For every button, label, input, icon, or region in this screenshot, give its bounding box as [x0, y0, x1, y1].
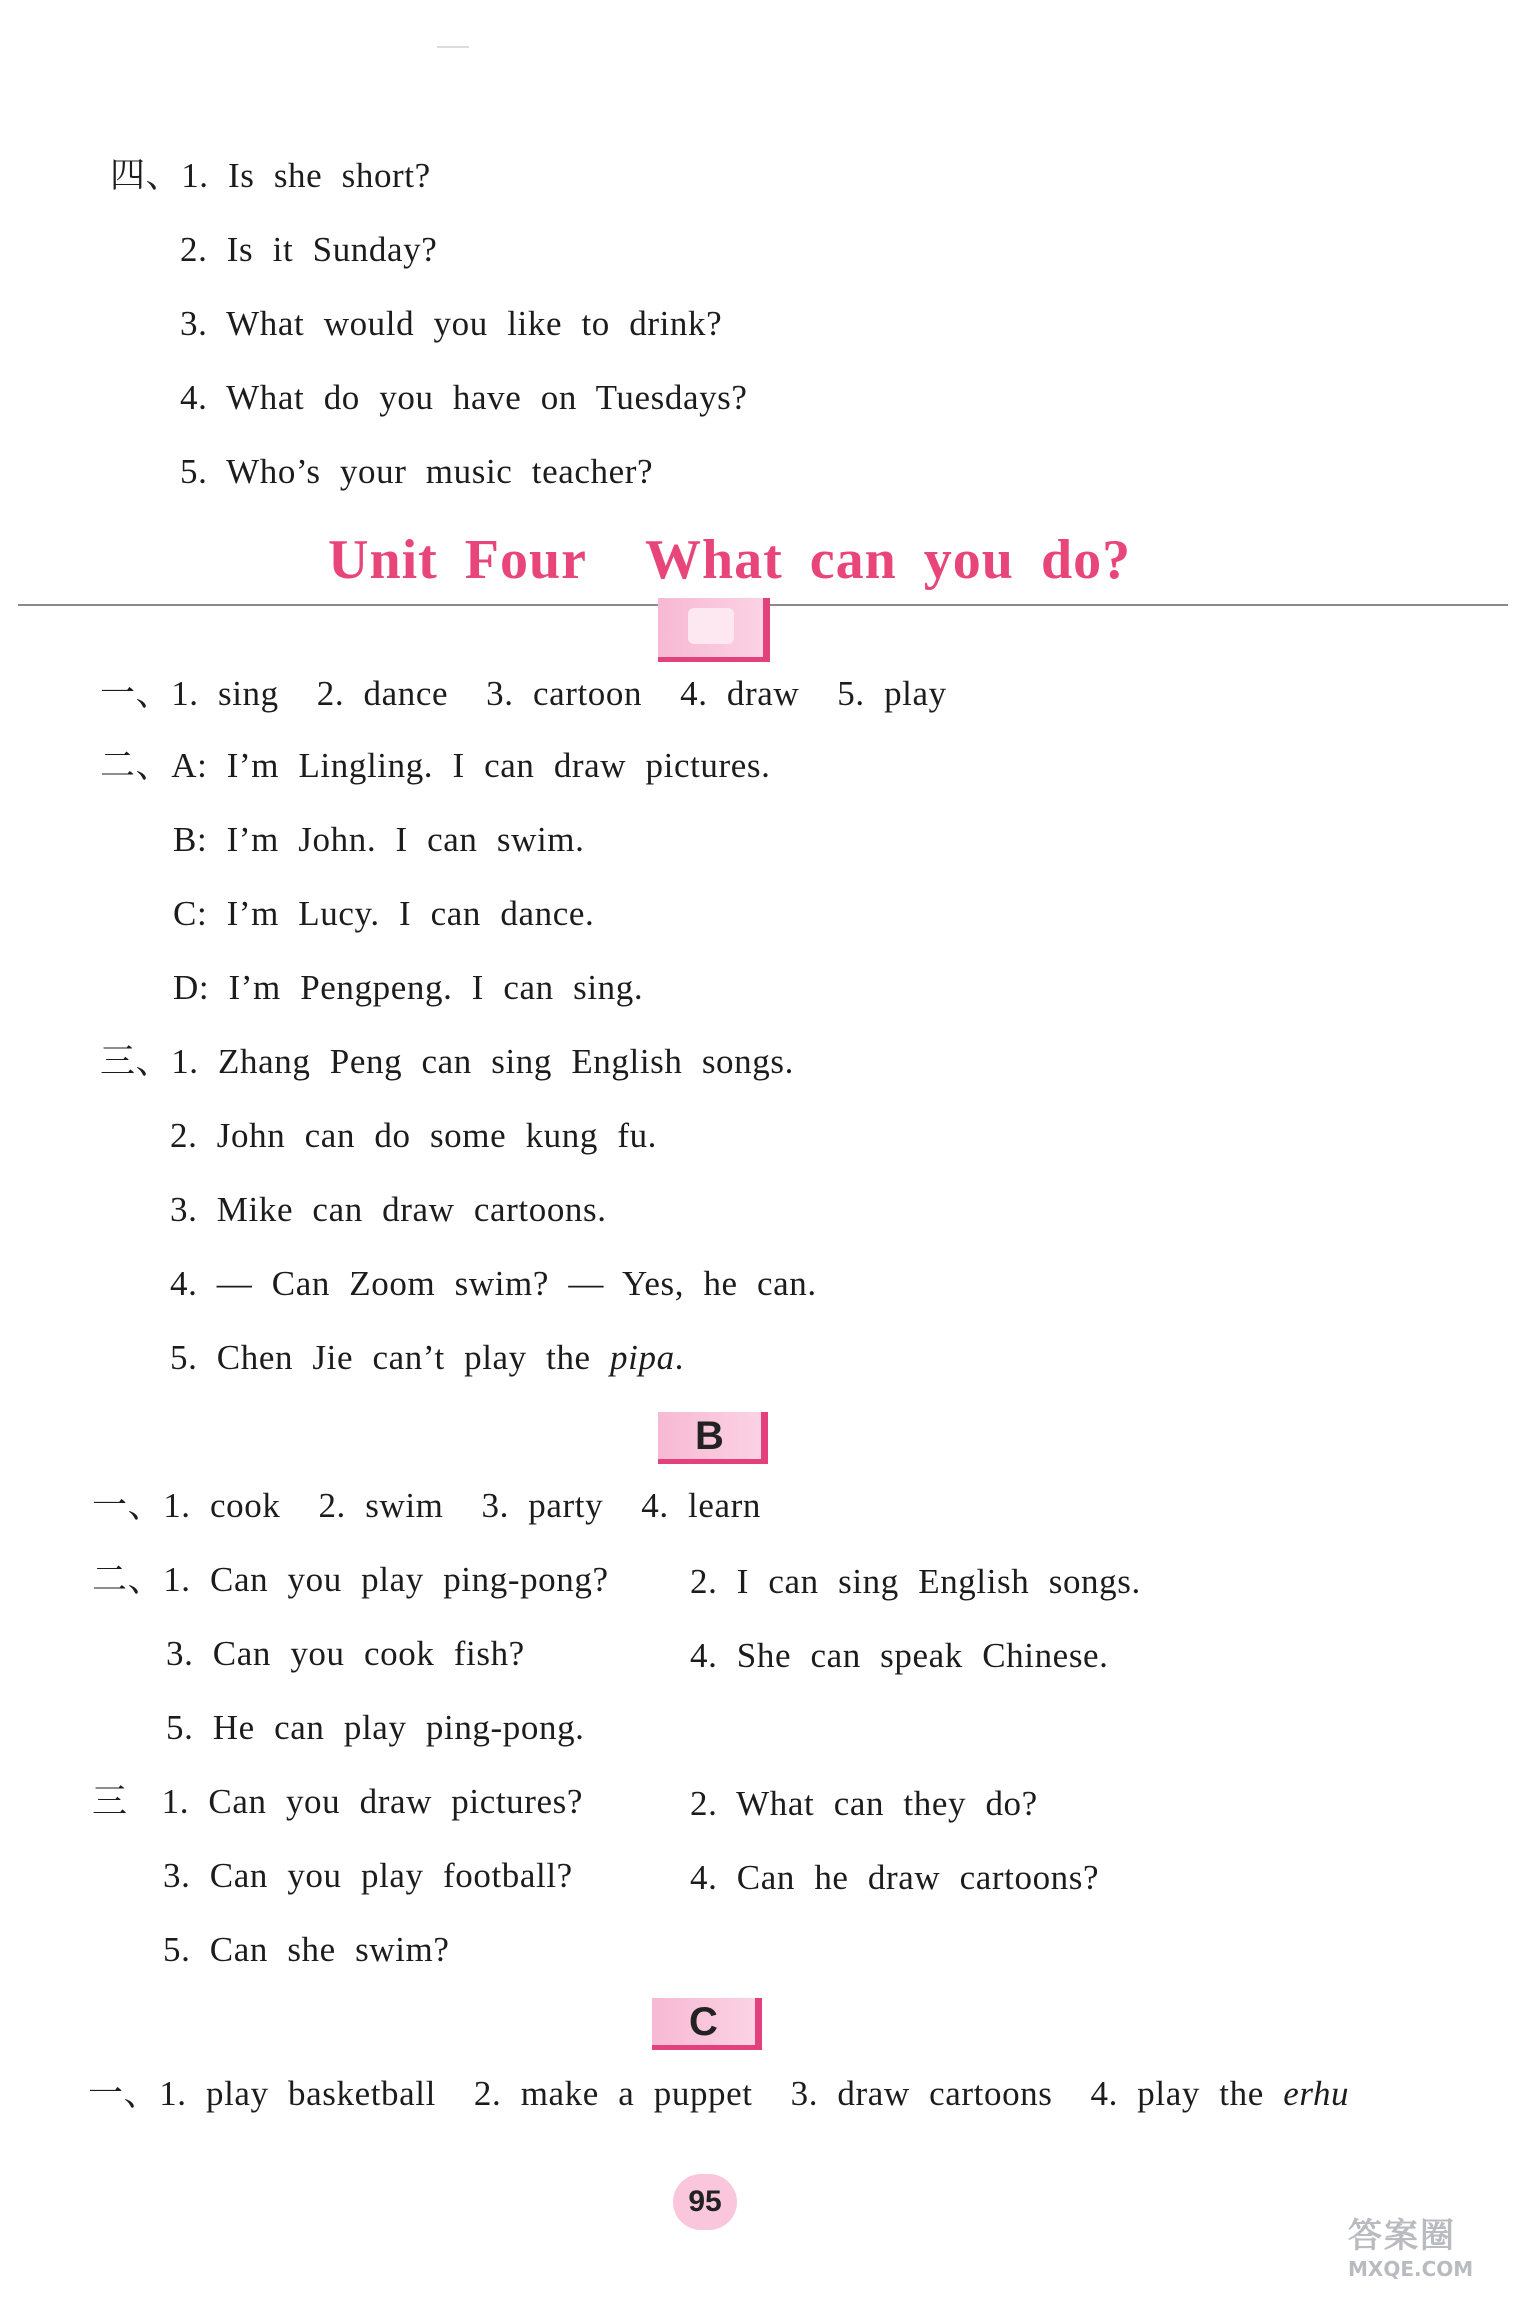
- b-q3-row-2: 3. Can you play football?: [163, 1856, 573, 1895]
- unit-title-question: What can you do?: [645, 529, 1132, 591]
- answer-item: 5. play: [837, 674, 947, 713]
- answer-item: 4. learn: [641, 1486, 761, 1525]
- answer-item: 4. draw: [680, 674, 800, 713]
- b-q3-row-3: 5. Can she swim?: [163, 1930, 450, 1969]
- answer-item: 3. draw cartoons: [790, 2074, 1053, 2113]
- unit-title-number: Unit Four: [328, 529, 587, 591]
- prev-q4-line-2: 2. Is it Sunday?: [180, 230, 438, 269]
- question-marker: 一、: [100, 674, 172, 713]
- c-q1-line: [88, 2076, 1349, 2111]
- unit-title: [328, 528, 1131, 592]
- watermark-logo: [1348, 2208, 1473, 2281]
- answer-text: 1. Is she short?: [181, 156, 431, 195]
- question-marker: 一、: [88, 2074, 160, 2113]
- answer-item: 1. play basketball: [159, 2074, 436, 2113]
- page-number: 95: [673, 2174, 737, 2230]
- answer-item: 1. cook: [163, 1486, 281, 1525]
- b-q2-row-1: [92, 1562, 609, 1597]
- answer-italic-word: pipa: [610, 1338, 675, 1377]
- answer-text: .: [674, 1338, 685, 1377]
- answer-item: [1091, 2076, 1350, 2111]
- a-q3-line-1: [100, 1044, 794, 1079]
- section-label-b: B: [658, 1412, 768, 1464]
- answer-italic-word: erhu: [1283, 2074, 1350, 2113]
- a-q2-line-2: B: I’m John. I can swim.: [173, 820, 585, 859]
- watermark-url: MXQE.COM: [1348, 2257, 1474, 2281]
- b-q3-row-1-col-2: 2. What can they do?: [690, 1784, 1038, 1823]
- section-label-c: C: [652, 1998, 762, 2050]
- a-q1-line: [100, 676, 947, 711]
- b-q2-row-1-col-2: 2. I can sing English songs.: [690, 1562, 1141, 1601]
- b-q2-row-2: 3. Can you cook fish?: [166, 1634, 525, 1673]
- prev-q4-line-1: [110, 158, 431, 193]
- answer-item: 3. party: [481, 1486, 604, 1525]
- answer-text: 1. Zhang Peng can sing English songs.: [171, 1042, 794, 1081]
- answer-text: 5. Chen Jie can’t play the: [170, 1338, 611, 1377]
- b-q3-row-1: [92, 1784, 583, 1819]
- section-label-a: [658, 598, 770, 662]
- a-q3-line-2: 2. John can do some kung fu.: [170, 1116, 658, 1155]
- answer-text: 1. Can you draw pictures?: [161, 1782, 584, 1821]
- answer-item: 2. make a puppet: [473, 2074, 753, 2113]
- section-a-letter-blot: [688, 608, 734, 644]
- prev-q4-line-3: 3. What would you like to drink?: [180, 304, 723, 343]
- b-q2-row-3: 5. He can play ping-pong.: [166, 1708, 585, 1747]
- a-q2-line-4: D: I’m Pengpeng. I can sing.: [173, 968, 644, 1007]
- b-q2-row-2-col-2: 4. She can speak Chinese.: [690, 1636, 1109, 1675]
- a-q2-line-3: C: I’m Lucy. I can dance.: [173, 894, 595, 933]
- answer-item: 1. sing: [171, 674, 279, 713]
- answer-item: 3. cartoon: [486, 674, 643, 713]
- question-marker: 三、: [100, 1042, 172, 1081]
- watermark-text: 答案圈: [1348, 2216, 1456, 2256]
- answer-text: 1. Can you play ping-pong?: [163, 1560, 609, 1599]
- question-marker: 二、: [92, 1560, 164, 1599]
- question-marker: 二、: [100, 746, 172, 785]
- a-q3-line-4: 4. — Can Zoom swim? — Yes, he can.: [170, 1264, 817, 1303]
- question-marker: 四、: [110, 156, 182, 195]
- a-q3-line-3: 3. Mike can draw cartoons.: [170, 1190, 607, 1229]
- top-scan-mark: [437, 46, 469, 48]
- answer-text: 4. play the: [1090, 2074, 1284, 2113]
- answer-item: 2. swim: [318, 1486, 444, 1525]
- b-q3-row-2-col-2: 4. Can he draw cartoons?: [690, 1858, 1100, 1897]
- b-q1-line: [92, 1488, 761, 1523]
- answer-item: 2. dance: [316, 674, 449, 713]
- a-q2-line-1: [100, 748, 770, 783]
- question-marker: 三: [92, 1782, 128, 1821]
- prev-q4-line-4: 4. What do you have on Tuesdays?: [180, 378, 748, 417]
- a-q3-line-5: [170, 1340, 684, 1375]
- question-marker: 一、: [92, 1486, 164, 1525]
- answer-text: A: I’m Lingling. I can draw pictures.: [171, 746, 771, 785]
- prev-q4-line-5: 5. Who’s your music teacher?: [180, 452, 654, 491]
